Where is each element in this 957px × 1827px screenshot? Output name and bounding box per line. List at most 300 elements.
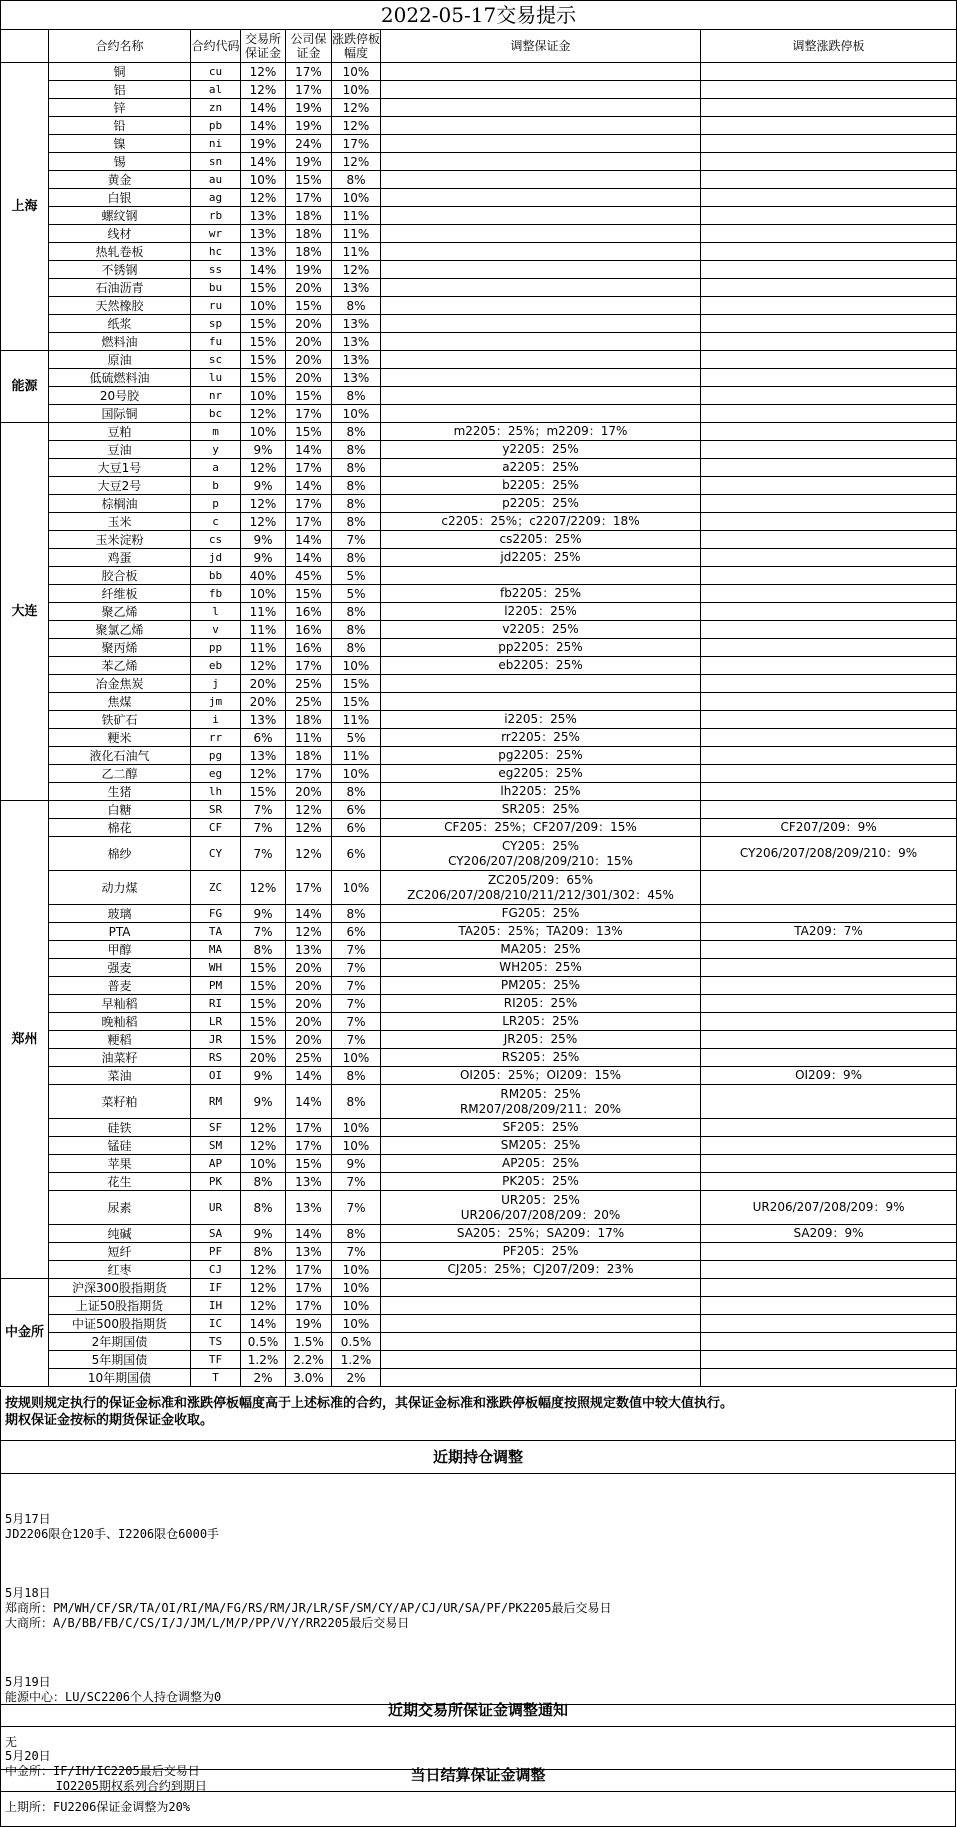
contract-name: 焦煤: [49, 693, 191, 711]
exchange-margin: 12%: [241, 405, 286, 423]
contract-code: ru: [191, 297, 241, 315]
contract-code: v: [191, 621, 241, 639]
table-row: [1, 1243, 957, 1261]
price-limit: 8%: [332, 477, 381, 495]
company-margin: 13%: [286, 1243, 332, 1261]
contract-code: ni: [191, 135, 241, 153]
contract-code: SM: [191, 1137, 241, 1155]
exchange-margin: 9%: [241, 477, 286, 495]
contract-name: 纤维板: [49, 585, 191, 603]
adjusted-margin: [381, 1049, 701, 1067]
price-limit: 8%: [332, 423, 381, 441]
company-margin: 12%: [286, 837, 332, 871]
adjusted-margin-line: PK205：25%: [502, 1174, 579, 1188]
position-line: 郑商所：PM/WH/CF/SR/TA/OI/RI/MA/FG/RS/RM/JR/LR/SF/SM/CY/AP/CJ/UR/SA/PF/PK2205最后交易日: [5, 1601, 612, 1615]
contract-code: IH: [191, 1297, 241, 1315]
table-row: [1, 657, 957, 675]
company-margin: 12%: [286, 819, 332, 837]
position-date: 5月18日: [5, 1586, 51, 1600]
exchange-margin: 7%: [241, 923, 286, 941]
header-co-margin: 公司保证金: [286, 30, 332, 63]
exchange-margin: 11%: [241, 639, 286, 657]
adjusted-margin: [381, 1225, 701, 1243]
contract-name: 不锈钢: [49, 261, 191, 279]
company-margin: 20%: [286, 351, 332, 369]
exchange-margin: 15%: [241, 279, 286, 297]
position-line: 能源中心：LU/SC2206个人持仓调整为0: [5, 1690, 222, 1704]
price-limit: 8%: [332, 1225, 381, 1243]
company-margin: 18%: [286, 711, 332, 729]
adjusted-margin-line: jd2205：25%: [500, 550, 581, 564]
table-row: [1, 693, 957, 711]
company-margin: 14%: [286, 1067, 332, 1085]
exchange-margin: 9%: [241, 1085, 286, 1119]
table-row: [1, 477, 957, 495]
contract-code: al: [191, 81, 241, 99]
adjusted-margin-line: FG205：25%: [501, 906, 580, 920]
company-margin: 20%: [286, 315, 332, 333]
adjusted-margin-line: pg2205：25%: [498, 748, 583, 762]
adjusted-margin-line: UR206/207/208/209：20%: [460, 1207, 621, 1222]
price-limit: 15%: [332, 693, 381, 711]
contract-code: c: [191, 513, 241, 531]
adjusted-limit: [701, 1049, 957, 1067]
company-margin: 14%: [286, 1085, 332, 1119]
adjusted-limit: SA209：9%: [701, 1225, 957, 1243]
price-limit: 11%: [332, 207, 381, 225]
contract-name: 苹果: [49, 1155, 191, 1173]
adjusted-limit: [701, 297, 957, 315]
adjusted-limit: [701, 369, 957, 387]
contract-code: TS: [191, 1333, 241, 1351]
company-margin: 14%: [286, 477, 332, 495]
adjusted-limit: [701, 905, 957, 923]
price-limit: 8%: [332, 459, 381, 477]
contract-name: 上证50股指期货: [49, 1297, 191, 1315]
price-limit: 8%: [332, 549, 381, 567]
price-limit: 10%: [332, 1297, 381, 1315]
exchange-margin: 10%: [241, 1155, 286, 1173]
contract-code: wr: [191, 225, 241, 243]
exchange-margin: 12%: [241, 81, 286, 99]
table-row: [1, 675, 957, 693]
adjusted-margin-line: rr2205：25%: [501, 730, 580, 744]
exchange-margin: 15%: [241, 315, 286, 333]
company-margin: 2.2%: [286, 1351, 332, 1369]
adjusted-margin: [381, 1173, 701, 1191]
adjusted-limit: [701, 747, 957, 765]
adjusted-limit: [701, 941, 957, 959]
contract-name: 燃料油: [49, 333, 191, 351]
contract-code: rr: [191, 729, 241, 747]
adjusted-limit: [701, 477, 957, 495]
company-margin: 18%: [286, 747, 332, 765]
contract-name: 纸浆: [49, 315, 191, 333]
table-row: [1, 441, 957, 459]
adjusted-margin: [381, 63, 701, 81]
price-limit: 15%: [332, 675, 381, 693]
contract-code: RI: [191, 995, 241, 1013]
price-limit: 7%: [332, 1013, 381, 1031]
adjusted-margin-line: RS205：25%: [501, 1050, 580, 1064]
adjusted-limit: [701, 1119, 957, 1137]
price-limit: 8%: [332, 1085, 381, 1119]
company-margin: 18%: [286, 225, 332, 243]
adjusted-limit: [701, 549, 957, 567]
contract-name: 锰硅: [49, 1137, 191, 1155]
adjusted-margin: [381, 189, 701, 207]
contract-name: 锡: [49, 153, 191, 171]
adjusted-margin: [381, 923, 701, 941]
adjusted-limit: [701, 171, 957, 189]
company-margin: 17%: [286, 495, 332, 513]
company-margin: 15%: [286, 423, 332, 441]
price-limit: 10%: [332, 871, 381, 905]
adjusted-margin: [381, 747, 701, 765]
company-margin: 17%: [286, 1297, 332, 1315]
contract-code: RS: [191, 1049, 241, 1067]
company-margin: 14%: [286, 549, 332, 567]
price-limit: 12%: [332, 261, 381, 279]
adjusted-margin-line: v2205：25%: [502, 622, 579, 636]
adjusted-limit: [701, 1297, 957, 1315]
table-row: [1, 1261, 957, 1279]
adjusted-margin: [381, 243, 701, 261]
adjusted-limit: [701, 603, 957, 621]
adjusted-margin: [381, 171, 701, 189]
company-margin: 18%: [286, 243, 332, 261]
contract-name: 螺纹钢: [49, 207, 191, 225]
adjusted-margin-line: eb2205：25%: [498, 658, 583, 672]
table-row: [1, 871, 957, 905]
exchange-margin: 15%: [241, 959, 286, 977]
adjusted-margin-line: p2205：25%: [502, 496, 579, 510]
rule-note-line: 按规则规定执行的保证金标准和涨跌停板幅度高于上述标准的合约，其保证金标准和涨跌停板幅度按照规定数值中较大值执行。: [5, 1396, 734, 1411]
contract-name: 铅: [49, 117, 191, 135]
adjusted-margin-line: UR205：25%: [501, 1192, 580, 1207]
adjusted-margin-line: SR205：25%: [501, 802, 580, 816]
exchange-margin: 15%: [241, 333, 286, 351]
contract-code: m: [191, 423, 241, 441]
adjusted-margin-line: LR205：25%: [502, 1014, 579, 1028]
price-limit: 13%: [332, 315, 381, 333]
exchange-margin: 8%: [241, 1173, 286, 1191]
adjusted-limit: [701, 1351, 957, 1369]
exchange-label: 能源: [1, 351, 49, 423]
contract-code: ZC: [191, 871, 241, 905]
contract-code: PK: [191, 1173, 241, 1191]
adjusted-margin: [381, 495, 701, 513]
table-row: [1, 1351, 957, 1369]
exchange-label: 中金所: [1, 1279, 49, 1387]
contract-code: fu: [191, 333, 241, 351]
price-limit: 10%: [332, 765, 381, 783]
contract-name: 铝: [49, 81, 191, 99]
price-limit: 7%: [332, 1243, 381, 1261]
adjusted-limit: [701, 405, 957, 423]
adjusted-margin: [381, 549, 701, 567]
exchange-margin: 9%: [241, 441, 286, 459]
contract-name: 胶合板: [49, 567, 191, 585]
contract-code: AP: [191, 1155, 241, 1173]
company-margin: 15%: [286, 171, 332, 189]
exchange-margin: 14%: [241, 99, 286, 117]
price-limit: 9%: [332, 1155, 381, 1173]
company-margin: 25%: [286, 693, 332, 711]
adjusted-margin: [381, 941, 701, 959]
adjusted-margin: [381, 837, 701, 871]
header-row: [1, 30, 957, 63]
price-limit: 6%: [332, 819, 381, 837]
table-row: [1, 1049, 957, 1067]
price-limit: 12%: [332, 117, 381, 135]
settlement-margin-body: 上期所：FU2206保证金调整为20%: [0, 1792, 956, 1827]
adjusted-margin: [381, 995, 701, 1013]
table-row: [1, 941, 957, 959]
exchange-margin: 15%: [241, 1013, 286, 1031]
contract-name: 动力煤: [49, 871, 191, 905]
contract-name: 国际铜: [49, 405, 191, 423]
company-margin: 15%: [286, 1155, 332, 1173]
contract-code: sc: [191, 351, 241, 369]
exchange-margin: 0.5%: [241, 1333, 286, 1351]
contract-code: CY: [191, 837, 241, 871]
company-margin: 20%: [286, 333, 332, 351]
price-limit: 8%: [332, 621, 381, 639]
contract-name: 聚丙烯: [49, 639, 191, 657]
table-row: [1, 1173, 957, 1191]
adjusted-margin: [381, 657, 701, 675]
table-row: [1, 801, 957, 819]
table-row: [1, 171, 957, 189]
exchange-margin-notice-body: 无: [0, 1727, 956, 1770]
adjusted-margin-line: SM205：25%: [500, 1138, 581, 1152]
exchange-margin: 15%: [241, 977, 286, 995]
contract-name: 石油沥青: [49, 279, 191, 297]
adjusted-limit: [701, 99, 957, 117]
adjusted-margin: [381, 959, 701, 977]
contract-name: 聚乙烯: [49, 603, 191, 621]
position-date: 5月19日: [5, 1675, 51, 1689]
contract-name: 菜油: [49, 1067, 191, 1085]
table-row: [1, 549, 957, 567]
table-row: [1, 765, 957, 783]
adjusted-margin: [381, 711, 701, 729]
exchange-margin: 20%: [241, 693, 286, 711]
exchange-margin: 10%: [241, 585, 286, 603]
adjusted-limit: [701, 495, 957, 513]
adjusted-margin: [381, 1013, 701, 1031]
table-row: [1, 495, 957, 513]
contract-code: SR: [191, 801, 241, 819]
company-margin: 14%: [286, 905, 332, 923]
exchange-margin: 14%: [241, 261, 286, 279]
price-limit: 13%: [332, 333, 381, 351]
company-margin: 17%: [286, 513, 332, 531]
adjusted-margin: [381, 405, 701, 423]
exchange-margin: 40%: [241, 567, 286, 585]
adjusted-limit: [701, 333, 957, 351]
exchange-margin: 10%: [241, 171, 286, 189]
price-limit: 7%: [332, 1173, 381, 1191]
company-margin: 14%: [286, 441, 332, 459]
exchange-margin: 20%: [241, 1049, 286, 1067]
adjusted-limit: [701, 657, 957, 675]
adjusted-limit: [701, 207, 957, 225]
exchange-margin: 14%: [241, 1315, 286, 1333]
table-row: [1, 711, 957, 729]
adjusted-margin: [381, 441, 701, 459]
company-margin: 19%: [286, 117, 332, 135]
table-row: [1, 531, 957, 549]
company-margin: 17%: [286, 405, 332, 423]
company-margin: 17%: [286, 189, 332, 207]
adjusted-margin-line: JR205：25%: [503, 1032, 578, 1046]
contract-code: y: [191, 441, 241, 459]
contract-name: 纯碱: [49, 1225, 191, 1243]
adjusted-limit: [701, 1031, 957, 1049]
adjusted-margin: [381, 621, 701, 639]
adjusted-margin: [381, 1031, 701, 1049]
adjusted-limit: [701, 783, 957, 801]
contract-code: hc: [191, 243, 241, 261]
header-adj-limit: 调整涨跌停板: [701, 30, 957, 63]
adjusted-margin-line: SA205：25%；SA209：17%: [456, 1226, 625, 1240]
adjusted-margin: [381, 1315, 701, 1333]
table-row: [1, 459, 957, 477]
exchange-margin: 13%: [241, 711, 286, 729]
table-row: [1, 1067, 957, 1085]
page-title: 2022-05-17交易提示: [1, 1, 957, 30]
price-limit: 7%: [332, 1031, 381, 1049]
adjusted-margin: [381, 153, 701, 171]
contract-code: CJ: [191, 1261, 241, 1279]
adjusted-limit: [701, 1137, 957, 1155]
company-margin: 12%: [286, 923, 332, 941]
contract-code: a: [191, 459, 241, 477]
position-date: 5月20日: [5, 1749, 51, 1763]
adjusted-margin: [381, 477, 701, 495]
adjusted-limit: [701, 693, 957, 711]
adjusted-margin: [381, 765, 701, 783]
table-row: [1, 351, 957, 369]
table-row: [1, 513, 957, 531]
contract-code: PM: [191, 977, 241, 995]
adjusted-margin: [381, 423, 701, 441]
price-limit: 10%: [332, 1049, 381, 1067]
table-row: [1, 585, 957, 603]
adjusted-margin: [381, 351, 701, 369]
table-row: [1, 189, 957, 207]
contract-code: rb: [191, 207, 241, 225]
company-margin: 11%: [286, 729, 332, 747]
table-row: [1, 117, 957, 135]
adjusted-limit: [701, 585, 957, 603]
adjusted-margin: [381, 1279, 701, 1297]
table-row: [1, 1013, 957, 1031]
contract-name: 镍: [49, 135, 191, 153]
price-limit: 1.2%: [332, 1351, 381, 1369]
table-row: [1, 369, 957, 387]
exchange-margin: 14%: [241, 153, 286, 171]
price-limit: 11%: [332, 243, 381, 261]
adjusted-margin: [381, 135, 701, 153]
table-row: [1, 1119, 957, 1137]
company-margin: 13%: [286, 1173, 332, 1191]
company-margin: 20%: [286, 977, 332, 995]
price-limit: 8%: [332, 387, 381, 405]
contract-code: LR: [191, 1013, 241, 1031]
price-limit: 13%: [332, 279, 381, 297]
exchange-margin: 15%: [241, 351, 286, 369]
adjusted-limit: [701, 729, 957, 747]
adjusted-limit: [701, 351, 957, 369]
contract-name: 黄金: [49, 171, 191, 189]
exchange-margin: 12%: [241, 1297, 286, 1315]
adjusted-limit: [701, 189, 957, 207]
adjusted-limit: [701, 459, 957, 477]
adjusted-margin-line: CJ205：25%；CJ207/209：23%: [447, 1262, 634, 1276]
price-limit: 7%: [332, 995, 381, 1013]
company-margin: 25%: [286, 675, 332, 693]
contract-code: RM: [191, 1085, 241, 1119]
exchange-margin: 7%: [241, 819, 286, 837]
company-margin: 17%: [286, 81, 332, 99]
price-limit: 8%: [332, 639, 381, 657]
adjusted-margin-line: TA205：25%；TA209：13%: [458, 924, 623, 938]
adjusted-margin-line: pp2205：25%: [498, 640, 583, 654]
contract-code: JR: [191, 1031, 241, 1049]
contract-name: 20号胶: [49, 387, 191, 405]
header-limit: 涨跌停板幅度: [332, 30, 381, 63]
adjusted-margin: [381, 333, 701, 351]
adjusted-margin-line: WH205：25%: [499, 960, 582, 974]
adjusted-margin: [381, 117, 701, 135]
adjusted-margin-line: CF205：25%；CF207/209：15%: [444, 820, 637, 834]
company-margin: 13%: [286, 1191, 332, 1225]
exchange-margin: 12%: [241, 1137, 286, 1155]
company-margin: 17%: [286, 1261, 332, 1279]
table-row: [1, 63, 957, 81]
table-row: [1, 837, 957, 871]
company-margin: 14%: [286, 1225, 332, 1243]
company-margin: 17%: [286, 1119, 332, 1137]
exchange-margin: 12%: [241, 495, 286, 513]
adjusted-limit: [701, 1279, 957, 1297]
price-limit: 10%: [332, 1279, 381, 1297]
price-limit: 10%: [332, 63, 381, 81]
company-margin: 20%: [286, 1031, 332, 1049]
exchange-margin: 6%: [241, 729, 286, 747]
contract-name: 天然橡胶: [49, 297, 191, 315]
exchange-margin: 15%: [241, 995, 286, 1013]
adjusted-margin: [381, 225, 701, 243]
contract-code: WH: [191, 959, 241, 977]
header-exchange: [1, 30, 49, 63]
table-row: [1, 1297, 957, 1315]
table-row: [1, 995, 957, 1013]
adjusted-margin: [381, 279, 701, 297]
exchange-margin: 8%: [241, 1191, 286, 1225]
adjusted-margin-line: RM207/208/209/211：20%: [459, 1101, 622, 1116]
adjusted-margin: [381, 1297, 701, 1315]
adjusted-margin-line: CY206/207/208/209/210：15%: [448, 853, 633, 868]
contract-name: 铜: [49, 63, 191, 81]
adjusted-limit: [701, 423, 957, 441]
adjusted-margin-line: l2205：25%: [504, 604, 577, 618]
exchange-margin: 9%: [241, 549, 286, 567]
adjusted-margin: [381, 387, 701, 405]
